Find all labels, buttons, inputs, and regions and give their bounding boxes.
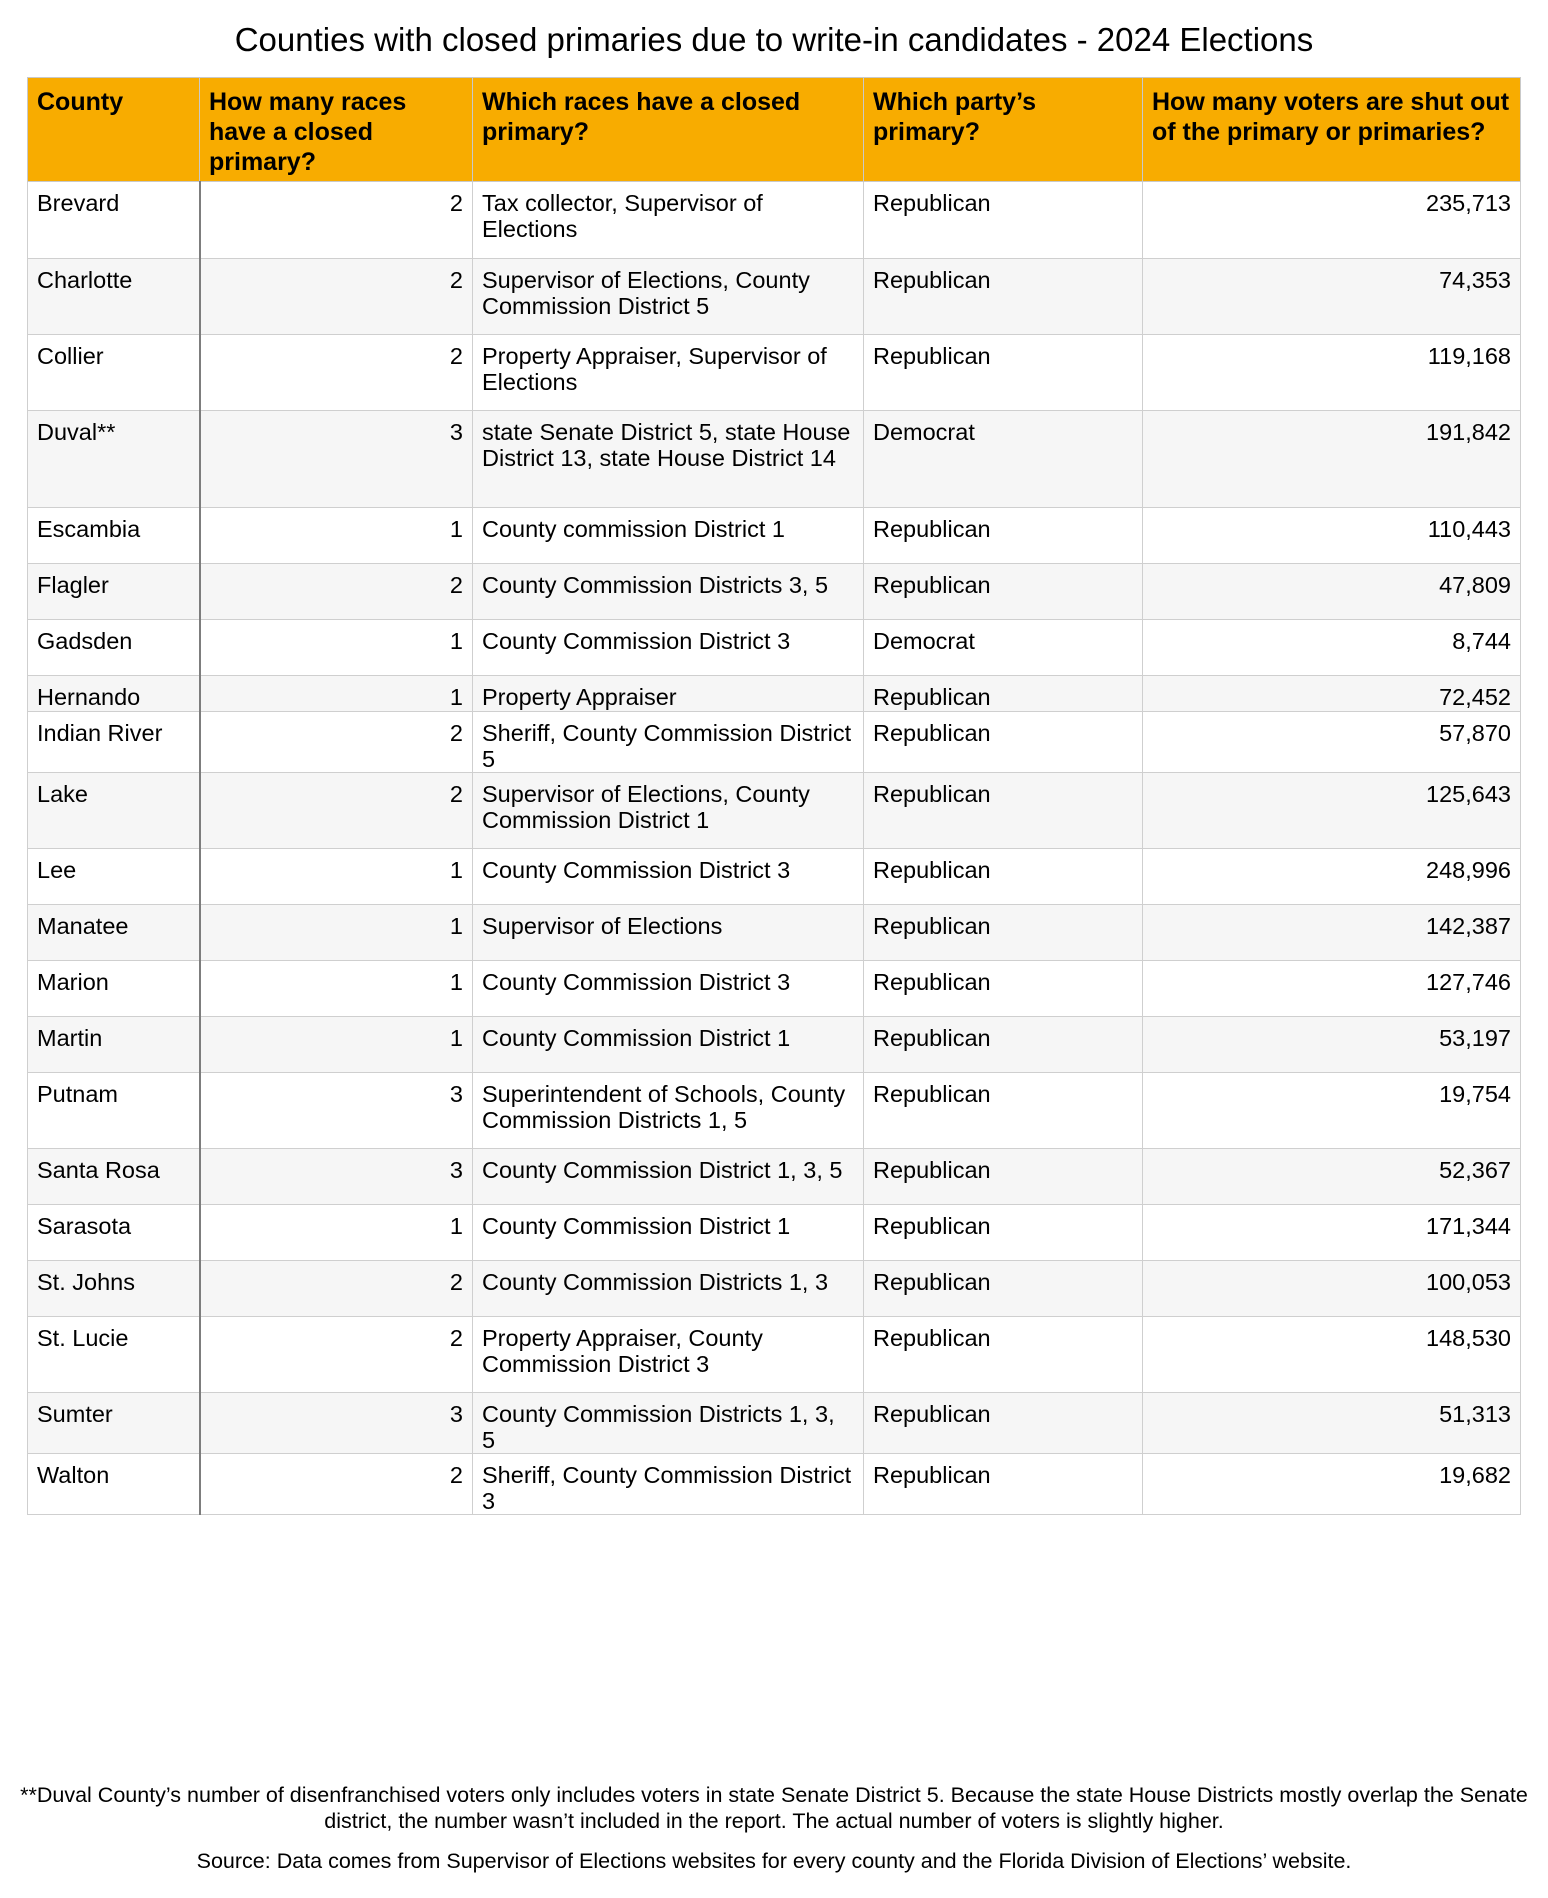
race-count-cell: 2 (200, 712, 473, 773)
race-count-cell: 1 (200, 508, 473, 564)
party-cell: Republican (864, 1017, 1143, 1073)
county-cell: Lake (28, 773, 200, 849)
voters-cell: 110,443 (1143, 508, 1521, 564)
voters-cell: 125,643 (1143, 773, 1521, 849)
party-cell: Republican (864, 849, 1143, 905)
county-cell: Lee (28, 849, 200, 905)
race-count-cell: 1 (200, 905, 473, 961)
race-count-cell: 2 (200, 773, 473, 849)
race-count-cell: 2 (200, 564, 473, 620)
voters-cell: 100,053 (1143, 1261, 1521, 1317)
race-count-cell: 1 (200, 620, 473, 676)
races-cell: state Senate District 5, state House District 13, state House District 14 (473, 411, 864, 508)
county-cell: Hernando (28, 676, 200, 712)
races-cell: County Commission District 1, 3, 5 (473, 1149, 864, 1205)
races-cell: County Commission Districts 3, 5 (473, 564, 864, 620)
voters-cell: 235,713 (1143, 182, 1521, 259)
header-county: County (28, 78, 200, 182)
county-cell: Sumter (28, 1393, 200, 1454)
race-count-cell: 1 (200, 1017, 473, 1073)
source-note: Source: Data comes from Supervisor of Elections websites for every county and the Florida Division of Elections’ website. (196, 1849, 1352, 1873)
races-cell: Supervisor of Elections, County Commission District 5 (473, 259, 864, 335)
table-row (28, 1261, 1521, 1317)
table-row (28, 905, 1521, 961)
race-count-cell: 3 (200, 1149, 473, 1205)
race-count-cell: 2 (200, 1261, 473, 1317)
table-row (28, 849, 1521, 905)
table-header (28, 78, 1521, 182)
party-cell: Republican (864, 1073, 1143, 1149)
table-row (28, 1073, 1521, 1149)
table-row (28, 1454, 1521, 1515)
table-row (28, 773, 1521, 849)
party-cell: Republican (864, 1205, 1143, 1261)
county-cell: Flagler (28, 564, 200, 620)
races-cell: Supervisor of Elections (473, 905, 864, 961)
table-row (28, 620, 1521, 676)
county-cell: Marion (28, 961, 200, 1017)
race-count-cell: 1 (200, 1205, 473, 1261)
header-party: Which party’s primary? (864, 78, 1143, 182)
table-row (28, 961, 1521, 1017)
voters-cell: 72,452 (1143, 676, 1521, 712)
party-cell: Republican (864, 712, 1143, 773)
races-cell: County commission District 1 (473, 508, 864, 564)
race-count-cell: 2 (200, 335, 473, 411)
party-cell: Republican (864, 335, 1143, 411)
county-cell: Putnam (28, 1073, 200, 1149)
table-row (28, 259, 1521, 335)
party-cell: Republican (864, 1454, 1143, 1515)
party-cell: Republican (864, 564, 1143, 620)
voters-cell: 127,746 (1143, 961, 1521, 1017)
page-title: Counties with closed primaries due to write-in candidates - 2024 Elections (234, 21, 1314, 58)
header-voters-shut-out: How many voters are shut out of the primary or primaries? (1143, 78, 1521, 182)
race-count-cell: 1 (200, 961, 473, 1017)
county-cell: Martin (28, 1017, 200, 1073)
county-cell: Brevard (28, 182, 200, 259)
table-row (28, 182, 1521, 259)
header-row (28, 78, 1521, 182)
races-cell: County Commission District 3 (473, 620, 864, 676)
race-count-cell: 2 (200, 1317, 473, 1393)
county-cell: Sarasota (28, 1205, 200, 1261)
party-cell: Republican (864, 773, 1143, 849)
party-cell: Republican (864, 1317, 1143, 1393)
header-race-count: How many races have a closed primary? (200, 78, 473, 182)
county-cell: Gadsden (28, 620, 200, 676)
race-count-cell: 2 (200, 182, 473, 259)
race-count-cell: 3 (200, 1073, 473, 1149)
party-cell: Republican (864, 182, 1143, 259)
race-count-cell: 2 (200, 259, 473, 335)
table-row (28, 712, 1521, 773)
party-cell: Democrat (864, 620, 1143, 676)
voters-cell: 248,996 (1143, 849, 1521, 905)
race-count-cell: 1 (200, 676, 473, 712)
closed-primaries-table (27, 77, 1521, 1515)
voters-cell: 119,168 (1143, 335, 1521, 411)
county-cell: Santa Rosa (28, 1149, 200, 1205)
voters-cell: 142,387 (1143, 905, 1521, 961)
voters-cell: 19,682 (1143, 1454, 1521, 1515)
table-row (28, 1317, 1521, 1393)
voters-cell: 8,744 (1143, 620, 1521, 676)
county-cell: St. Lucie (28, 1317, 200, 1393)
county-cell: Collier (28, 335, 200, 411)
voters-cell: 191,842 (1143, 411, 1521, 508)
voters-cell: 51,313 (1143, 1393, 1521, 1454)
party-cell: Democrat (864, 411, 1143, 508)
party-cell: Republican (864, 961, 1143, 1017)
table-body (28, 182, 1521, 1515)
table-row (28, 508, 1521, 564)
header-races: Which races have a closed primary? (473, 78, 864, 182)
county-cell: Duval** (28, 411, 200, 508)
voters-cell: 53,197 (1143, 1017, 1521, 1073)
voters-cell: 19,754 (1143, 1073, 1521, 1149)
party-cell: Republican (864, 1149, 1143, 1205)
table-row (28, 335, 1521, 411)
table-row (28, 1393, 1521, 1454)
table-row (28, 1017, 1521, 1073)
races-cell: County Commission District 1 (473, 1017, 864, 1073)
voters-cell: 171,344 (1143, 1205, 1521, 1261)
races-cell: Property Appraiser, Supervisor of Elections (473, 335, 864, 411)
races-cell: County Commission Districts 1, 3, 5 (473, 1393, 864, 1454)
voters-cell: 57,870 (1143, 712, 1521, 773)
voters-cell: 52,367 (1143, 1149, 1521, 1205)
races-cell: Superintendent of Schools, County Commission Districts 1, 5 (473, 1073, 864, 1149)
county-cell: Escambia (28, 508, 200, 564)
party-cell: Republican (864, 1261, 1143, 1317)
voters-cell: 74,353 (1143, 259, 1521, 335)
races-cell: County Commission District 1 (473, 1205, 864, 1261)
table-row (28, 564, 1521, 620)
races-cell: County Commission District 3 (473, 961, 864, 1017)
races-cell: County Commission Districts 1, 3 (473, 1261, 864, 1317)
voters-cell: 148,530 (1143, 1317, 1521, 1393)
races-cell: County Commission District 3 (473, 849, 864, 905)
county-cell: Charlotte (28, 259, 200, 335)
races-cell: Tax collector, Supervisor of Elections (473, 182, 864, 259)
party-cell: Republican (864, 1393, 1143, 1454)
party-cell: Republican (864, 508, 1143, 564)
table-row (28, 1149, 1521, 1205)
races-cell: Sheriff, County Commission District 3 (473, 1454, 864, 1515)
races-cell: Property Appraiser, County Commission District 3 (473, 1317, 864, 1393)
voters-cell: 47,809 (1143, 564, 1521, 620)
party-cell: Republican (864, 676, 1143, 712)
county-cell: Indian River (28, 712, 200, 773)
race-count-cell: 3 (200, 1393, 473, 1454)
county-cell: St. Johns (28, 1261, 200, 1317)
table-row (28, 411, 1521, 508)
race-count-cell: 3 (200, 411, 473, 508)
county-cell: Walton (28, 1454, 200, 1515)
footnote: **Duval County’s number of disenfranchised voters only includes voters in state Senate District 5. Because the state House Districts mostly overlap the Senate district, the number wasn’t included in the report. The actual number of voters is slightly higher. (20, 1783, 1528, 1833)
races-cell: Property Appraiser (473, 676, 864, 712)
table-row (28, 676, 1521, 712)
table-row (28, 1205, 1521, 1261)
county-cell: Manatee (28, 905, 200, 961)
races-cell: Sheriff, County Commission District 5 (473, 712, 864, 773)
party-cell: Republican (864, 905, 1143, 961)
party-cell: Republican (864, 259, 1143, 335)
races-cell: Supervisor of Elections, County Commission District 1 (473, 773, 864, 849)
race-count-cell: 2 (200, 1454, 473, 1515)
race-count-cell: 1 (200, 849, 473, 905)
